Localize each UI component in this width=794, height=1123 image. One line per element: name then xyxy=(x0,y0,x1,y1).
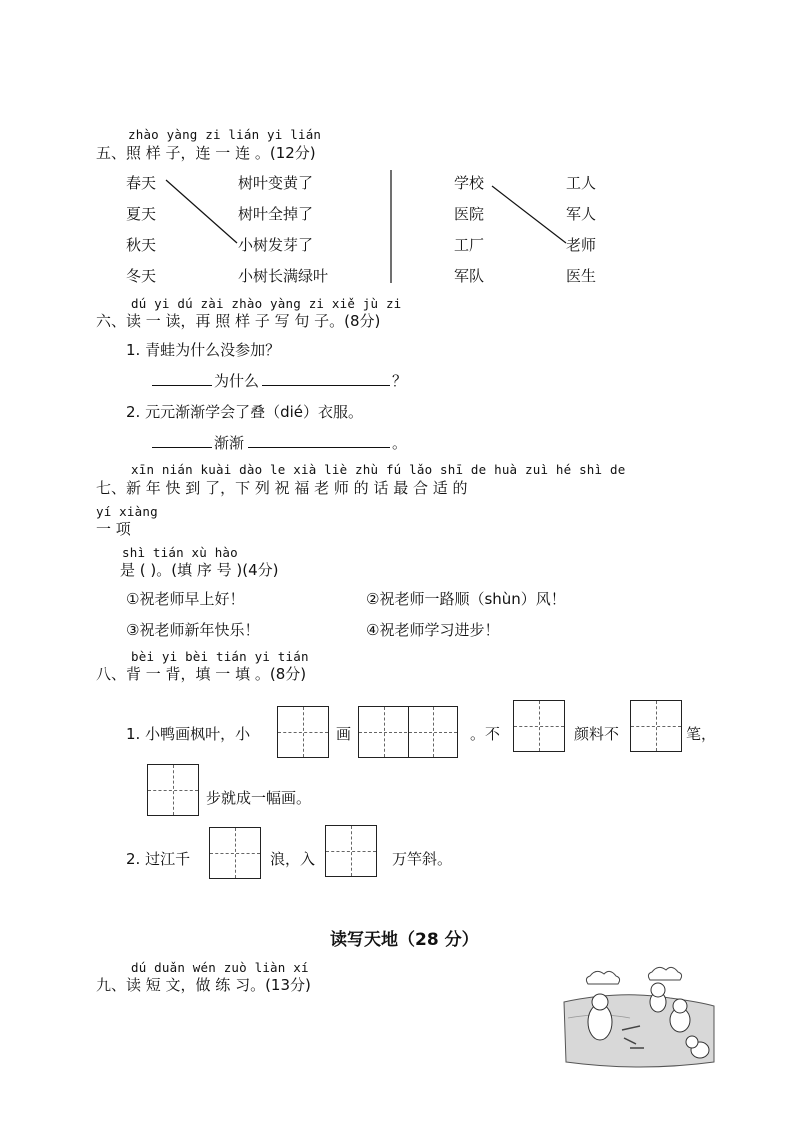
q5-left-a-3: 秋天 xyxy=(126,236,157,254)
q9-title: 九、读 短 文，做 练 习。(13分) xyxy=(96,976,311,994)
q8-line1-d: 颜料不 xyxy=(574,725,620,743)
q5-left-b-3: 小树发芽了 xyxy=(238,236,314,254)
q5-right-b-1: 工人 xyxy=(566,174,597,192)
q7-pinyin-1: xīn nián kuài dào le xià liè zhù fú lǎo shī de huà zuì hé shì de xyxy=(131,462,626,477)
q6-item-1: 1. 青蛙为什么没参加？ xyxy=(126,341,281,359)
q8-line1-f: 步就成一幅画。 xyxy=(206,789,312,807)
q6-blank-1-end: ？ xyxy=(392,372,408,390)
q8-line2-c: 万竿斜。 xyxy=(392,850,453,868)
q5-right-b-2: 军人 xyxy=(566,205,597,223)
q5-pinyin: zhào yàng zi lián yi lián xyxy=(128,127,322,142)
tianzige-box[interactable] xyxy=(147,764,199,816)
tianzige-box[interactable] xyxy=(513,700,565,752)
q7-pinyin-3: shì tián xù hào xyxy=(122,545,238,560)
q5-left-a-1: 春天 xyxy=(126,174,157,192)
animals-illustration xyxy=(560,962,716,1070)
q7-option-4: ④祝老师学习进步！ xyxy=(366,621,500,639)
q8-line2-b: 浪，入 xyxy=(270,850,316,868)
q8-pinyin: bèi yi bèi tián yi tián xyxy=(131,649,309,664)
q6-blank-2-end: 。 xyxy=(392,434,408,452)
q8-title: 八、背 一 背，填 一 填 。(8分) xyxy=(96,665,307,683)
q5-example-lines xyxy=(0,0,794,300)
q5-right-a-2: 医院 xyxy=(454,205,485,223)
q5-right-a-4: 军队 xyxy=(454,267,485,285)
section-title: 读写天地（28 分） xyxy=(330,930,479,950)
q7-option-1: ①祝老师早上好！ xyxy=(126,590,245,608)
q6-blank-1b[interactable] xyxy=(262,385,390,386)
q8-line1-c: 。不 xyxy=(470,725,501,743)
tianzige-box[interactable] xyxy=(325,825,377,877)
q8-line2-a: 2. 过江千 xyxy=(126,850,191,868)
q7-title-2: 一 项 xyxy=(96,520,131,538)
q6-blank-2b[interactable] xyxy=(248,447,390,448)
q6-pinyin: dú yi dú zài zhào yàng zi xiě jù zi xyxy=(131,296,402,311)
q6-blank-2-mid: 渐渐 xyxy=(214,434,245,452)
q5-right-a-1: 学校 xyxy=(454,174,485,192)
q6-item-2: 2. 元元渐渐学会了叠（dié）衣服。 xyxy=(126,403,363,421)
q6-blank-1-mid: 为什么 xyxy=(214,372,260,390)
q8-line1-e: 笔， xyxy=(686,725,717,743)
q7-title-3: 是 ( )。(填 序 号 )(4分) xyxy=(120,561,279,579)
q8-line1-a: 1. 小鸭画枫叶，小 xyxy=(126,725,251,743)
q5-left-a-4: 冬天 xyxy=(126,267,157,285)
tianzige-double-box[interactable] xyxy=(358,706,458,758)
q5-left-a-2: 夏天 xyxy=(126,205,157,223)
q7-title-1: 七、新 年 快 到 了，下 列 祝 福 老 师 的 话 最 合 适 的 xyxy=(96,479,468,497)
q5-left-b-2: 树叶全掉了 xyxy=(238,205,314,223)
q7-option-3: ③祝老师新年快乐！ xyxy=(126,621,260,639)
q9-pinyin: dú duǎn wén zuò liàn xí xyxy=(131,960,309,975)
example-line-right xyxy=(492,186,566,243)
q5-title: 五、照 样 子，连 一 连 。(12分) xyxy=(96,144,316,162)
q6-title: 六、读 一 读，再 照 样 子 写 句 子。(8分) xyxy=(96,312,381,330)
q5-right-a-3: 工厂 xyxy=(454,236,485,254)
q7-pinyin-2: yí xiàng xyxy=(96,504,158,519)
tianzige-box[interactable] xyxy=(630,700,682,752)
q5-left-b-1: 树叶变黄了 xyxy=(238,174,314,192)
q7-option-2: ②祝老师一路顺（shùn）风！ xyxy=(366,590,566,608)
q6-blank-2a[interactable] xyxy=(152,447,212,448)
q5-left-b-4: 小树长满绿叶 xyxy=(238,267,329,285)
tianzige-box[interactable] xyxy=(277,706,329,758)
q5-right-b-3: 老师 xyxy=(566,236,597,254)
q8-line1-b: 画 xyxy=(336,725,352,743)
example-line-left xyxy=(166,180,237,243)
q5-right-b-4: 医生 xyxy=(566,267,597,285)
tianzige-box[interactable] xyxy=(209,827,261,879)
q6-blank-1a[interactable] xyxy=(152,385,212,386)
